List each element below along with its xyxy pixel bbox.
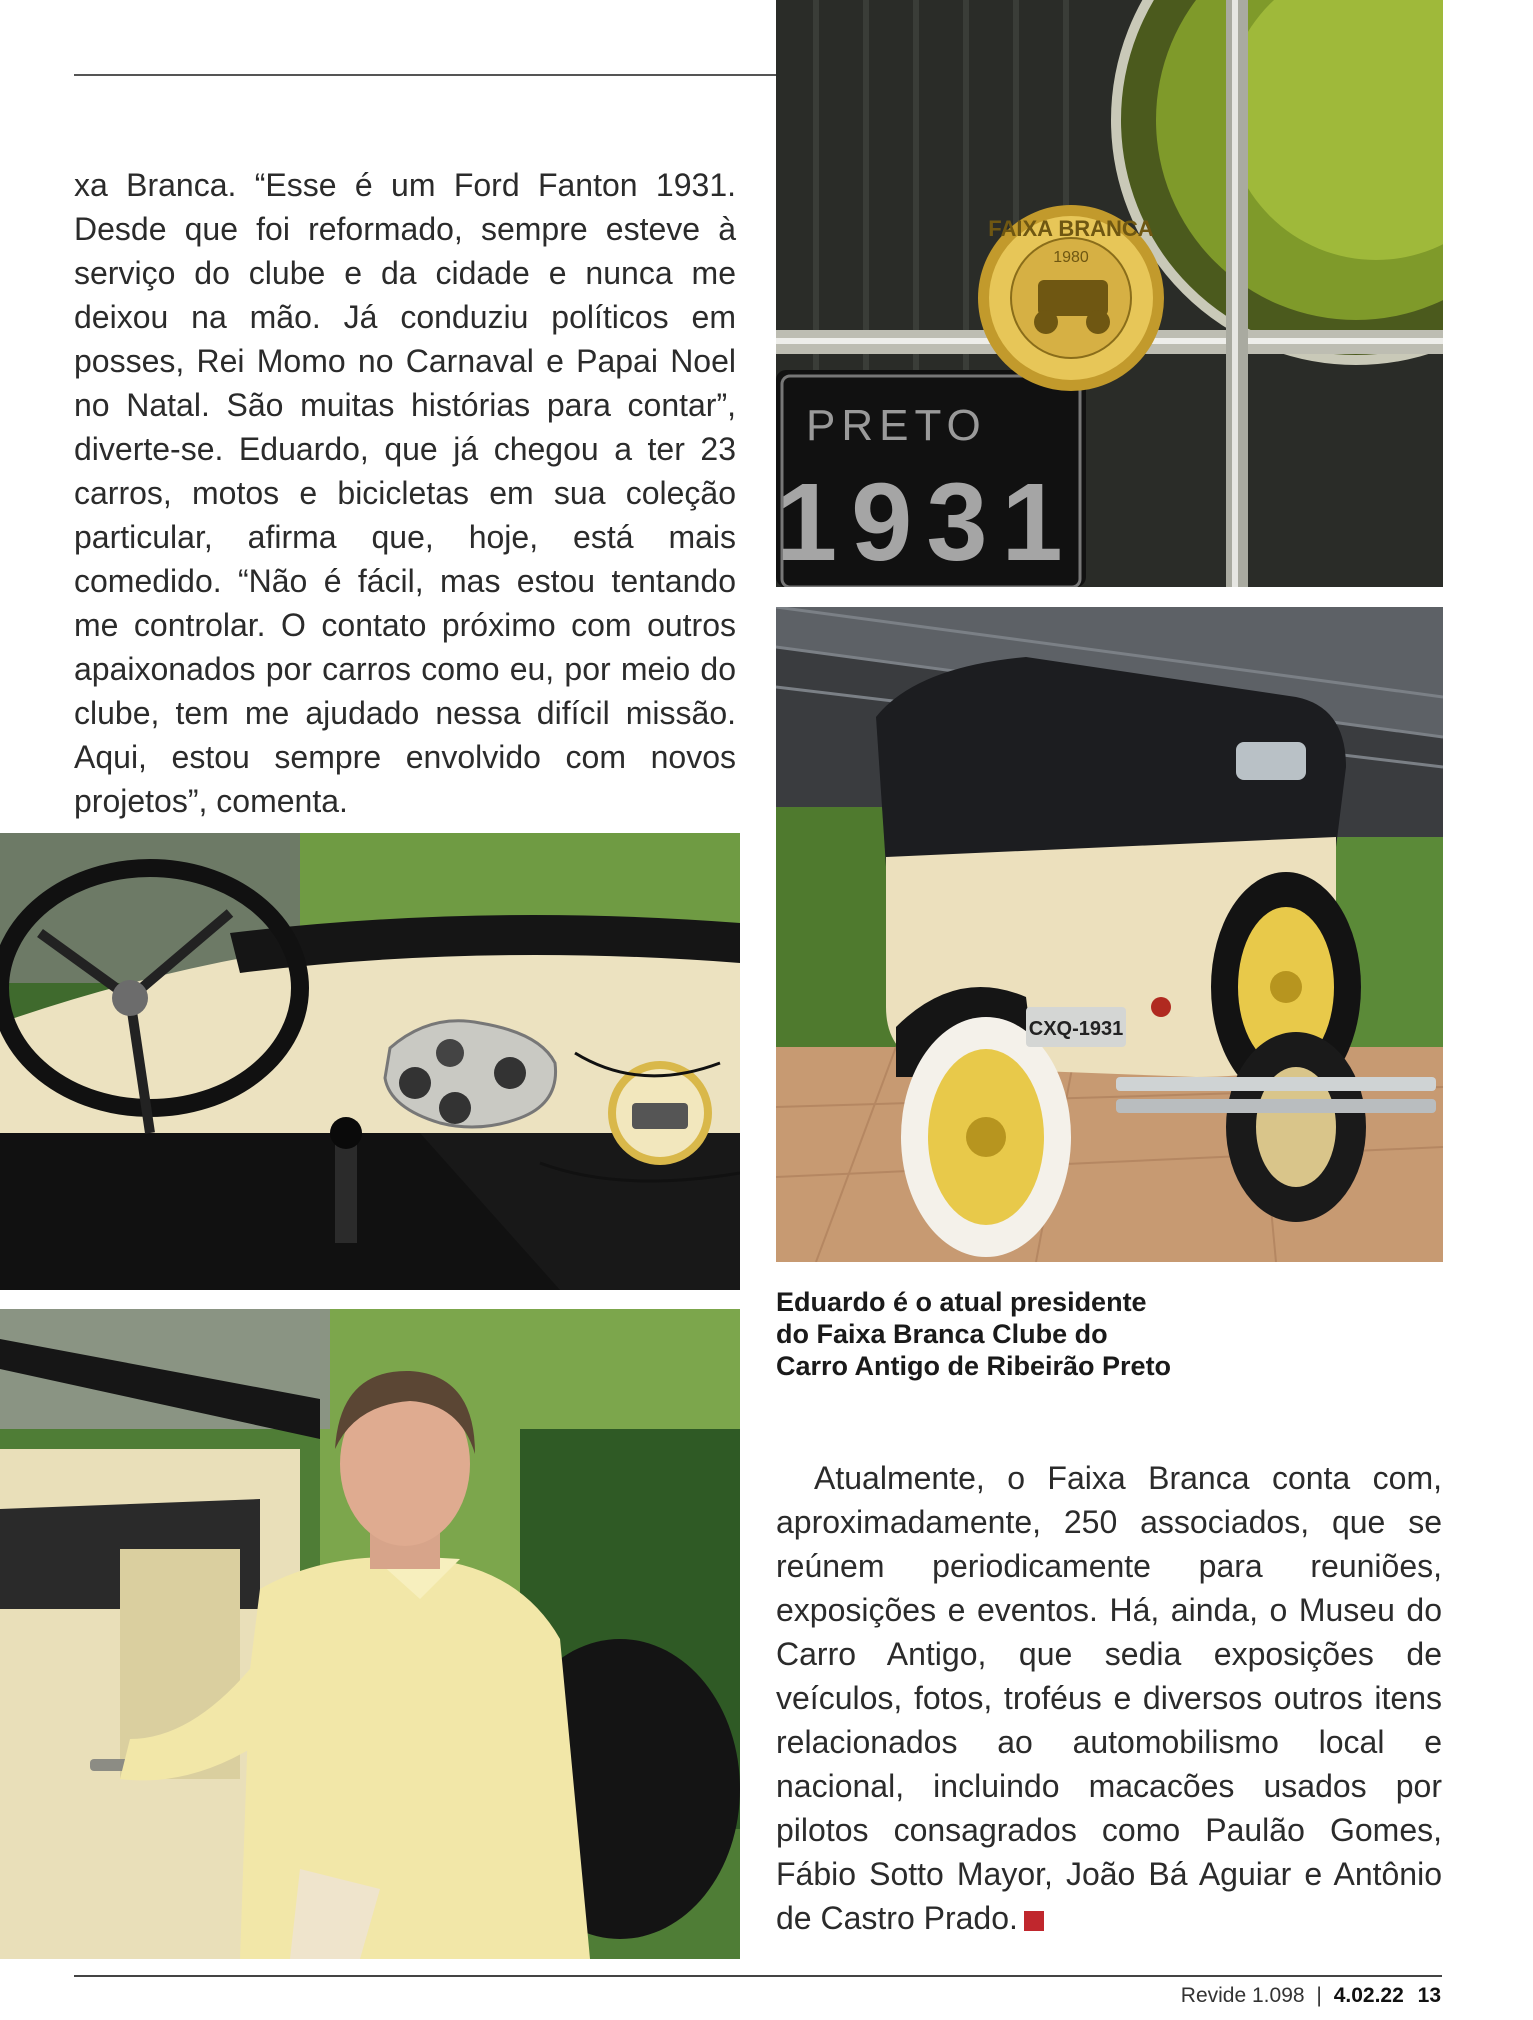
footer-separator: | <box>1316 1984 1322 2007</box>
end-mark-icon: R <box>1024 1911 1044 1931</box>
photo-car-rear <box>776 607 1443 1262</box>
photo-caption <box>776 1286 1196 1382</box>
bottom-rule <box>74 1975 1442 1977</box>
emblem-text: FAIXA BRANCA <box>988 216 1154 241</box>
plate-city-text: PRETO <box>806 401 987 450</box>
page-footer <box>1181 1984 1441 2008</box>
right-column-text <box>776 1456 1442 1940</box>
caption-line-2: do Faixa Branca Clube do <box>776 1319 1108 1349</box>
plate-number-text: 1931 <box>776 461 1077 584</box>
photo-eduardo-portrait <box>0 1309 740 1959</box>
right-paragraph-body: Atualmente, o Faixa Branca conta com, aproximadamente, 250 associados, que se reúnem periodicamente para reuniões, exposições e eventos. Há, ainda, o Museu do Carro Antigo, que sedia exposições de veículos, fotos, troféus e diversos outros itens relacionados ao automobilismo local e nacional, incluindo macacões usados por pilotos consagrados como Paulão Gomes, Fábio Sotto Mayor, João Bá Aguiar e Antônio de Castro Prado. <box>776 1460 1442 1936</box>
footer-page-number: 13 <box>1417 1984 1441 2007</box>
left-column-text <box>74 163 736 823</box>
footer-date: 4.02.22 <box>1333 1984 1404 2007</box>
right-paragraph <box>776 1456 1442 1940</box>
footer-magazine: Revide 1.098 <box>1180 1984 1305 2007</box>
photo-radiator-emblem <box>776 0 1443 587</box>
top-rule <box>74 74 776 76</box>
caption-line-1: Eduardo é o atual presidente <box>776 1287 1147 1317</box>
emblem-year: 1980 <box>1053 249 1089 266</box>
photo-dashboard <box>0 833 740 1290</box>
rear-plate-text: CXQ-1931 <box>1028 1018 1124 1040</box>
left-paragraph: xa Branca. “Esse é um Ford Fanton 1931. Desde que foi reformado, sempre esteve à serviço do clube e da cidade e nunca me deixou na mão. Já conduziu políticos em posses, Rei Momo no Carnaval e Papai Noel no Natal. São muitas histórias para contar”, diverte-se. Eduardo, que já chegou a ter 23 carros, motos e bicicletas em sua coleção particular, afirma que, hoje, está mais comedido. “Não é fácil, mas estou tentando me controlar. O contato próximo com outros apaixonados por carros como eu, por meio do clube, tem me ajudado nessa difícil missão. Aqui, estou sempre envolvido com novos projetos”, comenta. <box>74 167 736 819</box>
caption-line-3: Carro Antigo de Ribeirão Preto <box>776 1351 1172 1381</box>
